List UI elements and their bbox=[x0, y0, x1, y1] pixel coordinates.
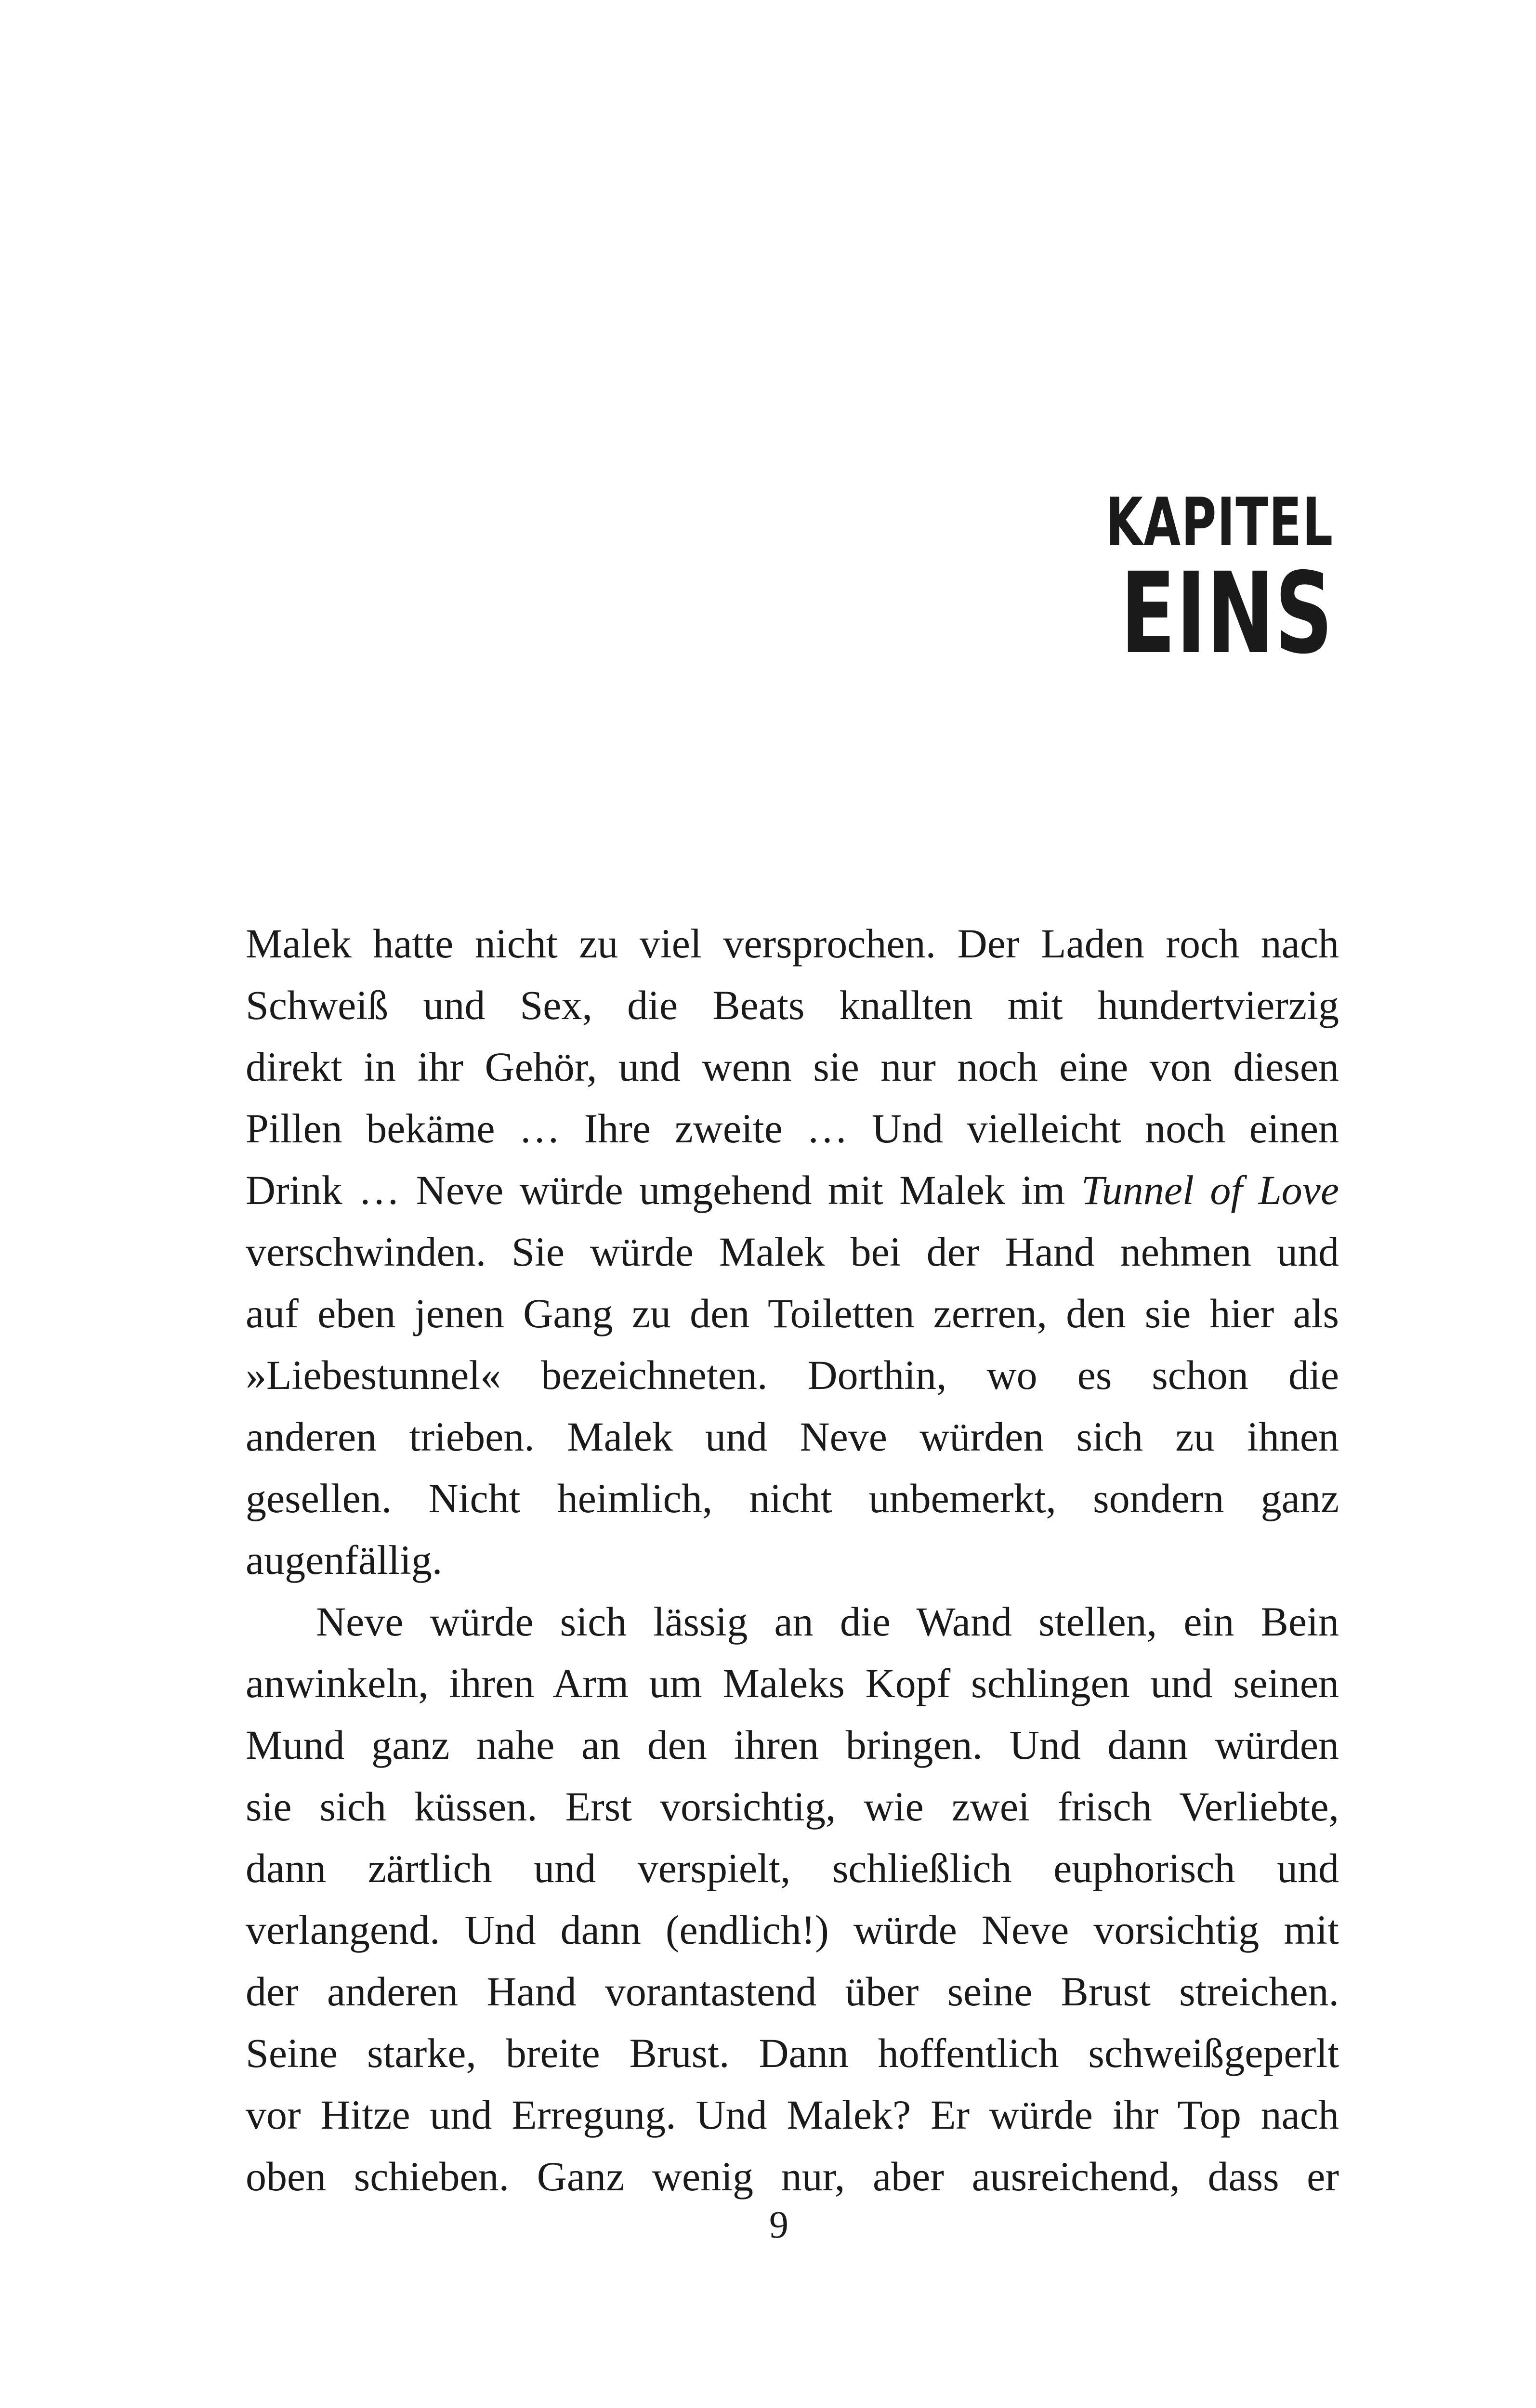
text-line: Malek hatte nicht zu viel versprochen. Der Laden roch nach bbox=[246, 920, 1339, 967]
text-line: anwinkeln, ihren Arm um Maleks Kopf schlingen und seinen bbox=[246, 1660, 1339, 1706]
text-line: dann zärtlich und verspielt, schließlich euphorisch und bbox=[246, 1845, 1339, 1891]
text-line bbox=[246, 1159, 1339, 1221]
text-line: Pillen bekäme … Ihre zweite … Und vielleicht noch einen bbox=[246, 1105, 1339, 1152]
text-line: sie sich küssen. Erst vorsichtig, wie zwei frisch Verliebte, bbox=[246, 1783, 1339, 1830]
text-run: Drink … Neve würde umgehend mit Malek im bbox=[246, 1167, 1081, 1213]
text-line: augenfällig. bbox=[246, 1537, 443, 1583]
text-line: verschwinden. Sie würde Malek bei der Hand nehmen und bbox=[246, 1229, 1339, 1275]
chapter-label: KAPITEL bbox=[1106, 484, 1334, 561]
body-text bbox=[246, 913, 1339, 2207]
text-line: vor Hitze und Erregung. Und Malek? Er würde ihr Top nach bbox=[246, 2092, 1339, 2138]
chapter-heading bbox=[1106, 484, 1334, 679]
paragraph-2 bbox=[246, 1591, 1339, 2207]
text-line: auf eben jenen Gang zu den Toiletten zerren, den sie hier als bbox=[246, 1290, 1339, 1336]
chapter-number: EINS bbox=[1120, 549, 1334, 679]
text-line: Schweiß und Sex, die Beats knallten mit hundertvierzig bbox=[246, 982, 1339, 1028]
text-line: Neve würde sich lässig an die Wand stellen, ein Bein bbox=[316, 1598, 1339, 1645]
italic-title: Tunnel of Love bbox=[1081, 1167, 1339, 1213]
text-line: oben schieben. Ganz wenig nur, aber ausreichend, dass er bbox=[246, 2153, 1339, 2199]
paragraph-1 bbox=[246, 913, 1339, 1591]
text-line: direkt in ihr Gehör, und wenn sie nur noch eine von diesen bbox=[246, 1044, 1339, 1090]
text-line: anderen trieben. Malek und Neve würden sich zu ihnen bbox=[246, 1413, 1339, 1460]
text-line: der anderen Hand vorantastend über seine Brust streichen. bbox=[246, 1968, 1339, 2015]
text-line: gesellen. Nicht heimlich, nicht unbemerkt, sondern ganz bbox=[246, 1475, 1339, 1521]
text-line: »Liebestunnel« bezeichneten. Dorthin, wo es schon die bbox=[246, 1352, 1339, 1398]
text-line: Mund ganz nahe an den ihren bringen. Und dann würden bbox=[246, 1722, 1339, 1768]
text-line: Seine starke, breite Brust. Dann hoffentlich schweißgeperlt bbox=[246, 2030, 1339, 2076]
page-number: 9 bbox=[769, 2204, 788, 2246]
text-line: verlangend. Und dann (endlich!) würde Neve vorsichtig mit bbox=[246, 1907, 1339, 1953]
